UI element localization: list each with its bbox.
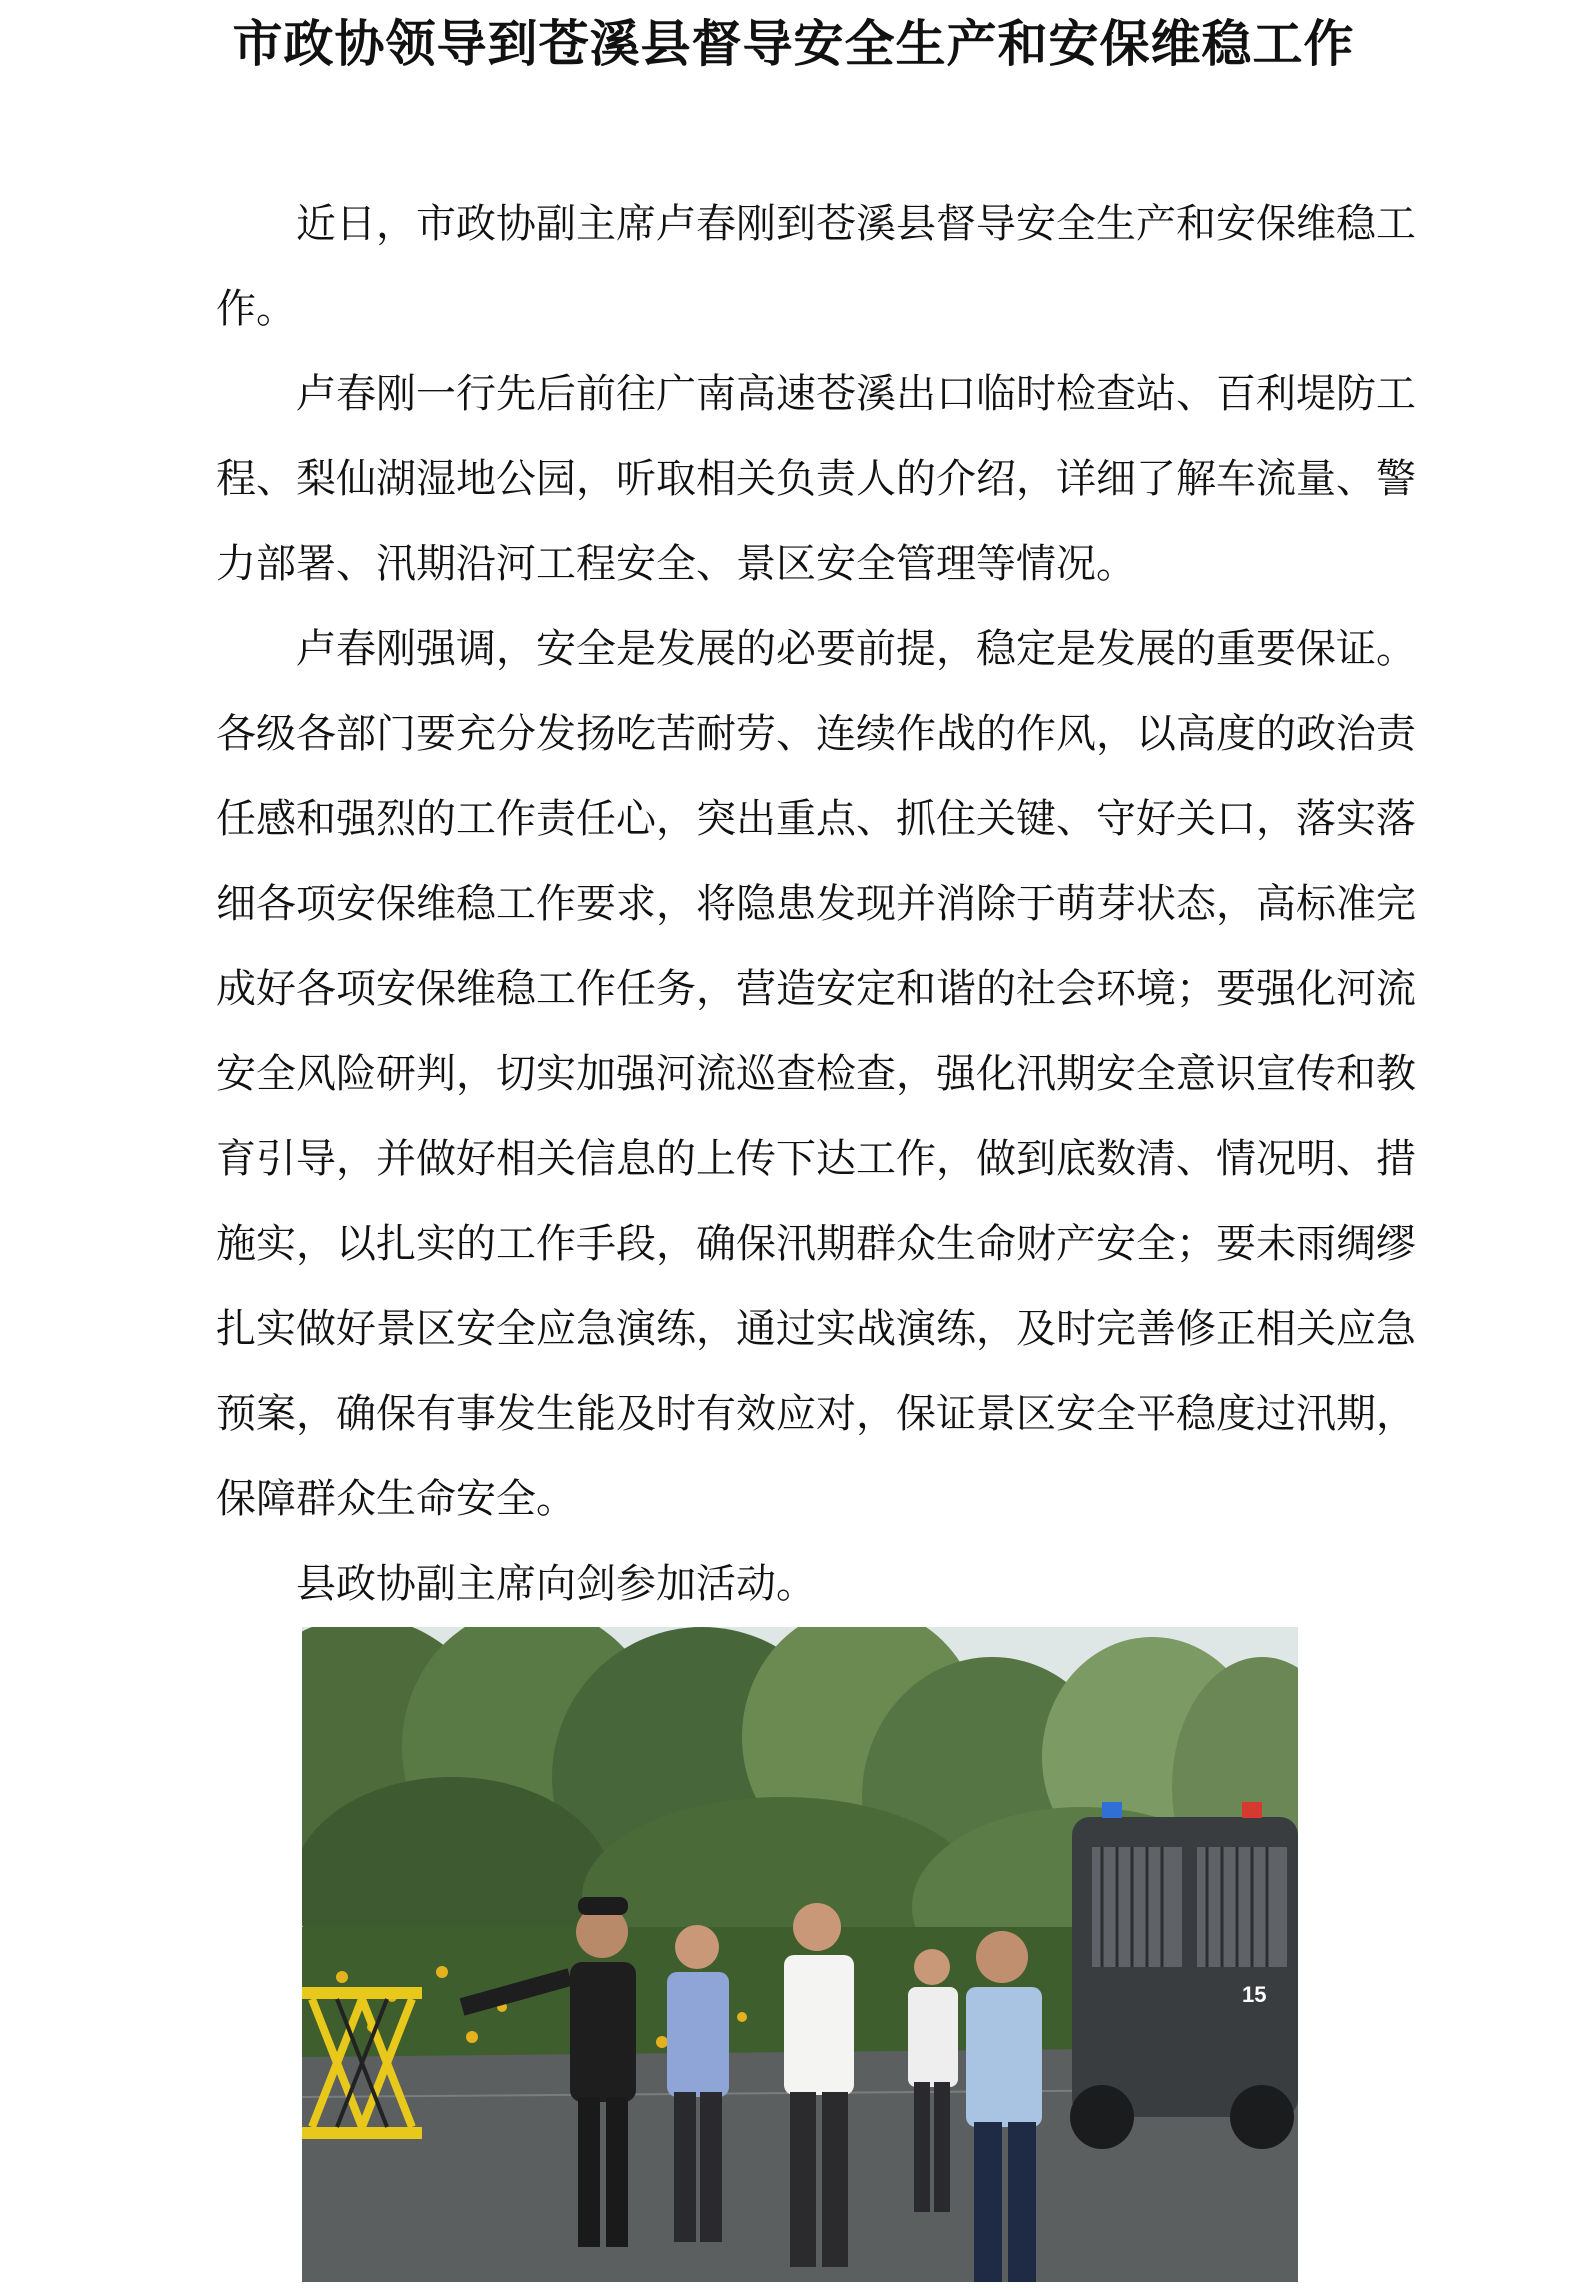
paragraph-attendance: 县政协副主席向剑参加活动。: [296, 1561, 816, 1607]
article-title: 市政协领导到苍溪县督导安全生产和安保维稳工作: [232, 14, 1355, 73]
inspection-photo: [302, 1627, 1298, 2282]
police-van: [1070, 1802, 1298, 2149]
paragraph-intro: 近日，市政协副主席卢春刚到苍溪县督导安全生产和安保维稳工作。: [216, 201, 1416, 332]
paragraph-emphasis: 卢春刚强调，安全是发展的必要前提，稳定是发展的重要保证。各级各部门要充分发扬吃苦耐劳、连续作战的作风，以高度的政治责任感和强烈的工作责任心，突出重点、抓住关键、守好关口，落实落细各项安保维稳工作要求，将隐患发现并消除于萌芽状态，高标准完成好各项安保维稳工作任务，营造安定和谐的社会环境；要强化河流安全风险研判，切实加强河流巡查检查，强化汛期安全意识宣传和教育引导，并做好相关信息的上传下达工作，做到底数清、情况明、措施实，以扎实的工作手段，确保汛期群众生命财产安全；要未雨绸缪扎实做好景区安全应急演练，通过实战演练，及时完善修正相关应急预案，确保有事发生能及时有效应对，保证景区安全平稳度过汛期，保障群众生命安全。: [216, 626, 1416, 1522]
van-number: 15: [1242, 1982, 1267, 2007]
article-body: [216, 182, 1416, 1627]
paragraph-visit: 卢春刚一行先后前往广南高速苍溪出口临时检查站、百利堤防工程、梨仙湖湿地公园，听取相关负责人的介绍，详细了解车流量、警力部署、汛期沿河工程安全、景区安全管理等情况。: [216, 371, 1416, 587]
